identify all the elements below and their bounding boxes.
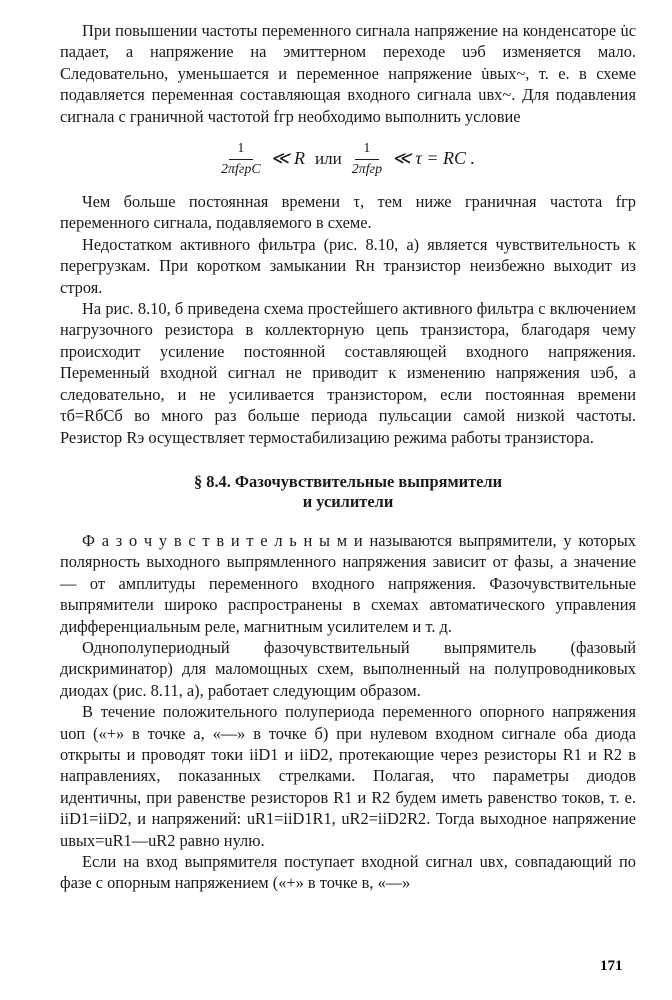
formula-or: или bbox=[315, 149, 342, 169]
fraction-2-numerator: 1 bbox=[355, 141, 379, 160]
fraction-1-denominator: 2πfгрC bbox=[220, 161, 261, 177]
paragraph-5: Ф а з о ч у в с т в и т е л ь н ы м и называются выпрямители, у которых полярность выходного выпрямленного напряжения зависит от фазы, а значение — от амплитуды переменного входного напряжения. Фазочувствительные выпрямители широко распространены в схемах автоматического управления дифференциальным реле, магнитным усилителем и т. д. bbox=[60, 530, 636, 636]
section-heading-line-1: § 8.4. Фазочувствительные выпрямители bbox=[193, 471, 503, 491]
fraction-1 bbox=[221, 141, 261, 178]
paragraph-2: Чем больше постоянная времени τ, тем ниже граничная частота fгр переменного сигнала, подавляемого в схеме. bbox=[60, 192, 636, 233]
fraction-2-denominator: 2πfгр bbox=[351, 161, 383, 177]
paragraph-3: Недостатком активного фильтра (рис. 8.10, а) является чувствительность к перегрузкам. При коротком замыкании Rн транзистор неизбежно выходит из строя. bbox=[60, 234, 636, 297]
paragraph-4: На рис. 8.10, б приведена схема простейшего активного фильтра с включением нагрузочного резистора в коллекторную цепь транзистора, благодаря чему происходит усиление постоянной составляющей входного напряжения. Переменный входной сигнал не приводит к изменению напряжения uэб, а следовательно, и не усиливается транзистором, если постоянная времени τб=RбCб во много раз больше периода пульсации самой низкой частоты. Резистор Rэ осуществляет термостабилизацию режима работы транзистора. bbox=[60, 299, 636, 447]
relation-2: ≪ τ = RC . bbox=[392, 148, 476, 169]
page-body bbox=[60, 20, 636, 894]
paragraph-6: Однополупериодный фазочувствительный выпрямитель (фазовый дискриминатор) для маломощных схем, выполненный на полупроводниковых диодах (рис. 8.11, а), работает следующим образом. bbox=[60, 637, 636, 700]
paragraph-1: При повышении частоты переменного сигнала напряжение на конденсаторе u̇c падает, а напряжение на эмиттерном переходе uэб изменяется мало. Следовательно, уменьшается и переменное напряжение u̇вых~, т. е. в схеме подавляется переменная составляющая входного сигнала uвх~. Для подавления сигнала с граничной частотой fгр необходимо выполнить условие bbox=[60, 21, 636, 126]
section-heading-line-2: и усилители bbox=[302, 491, 394, 511]
paragraph-8: Если на вход выпрямителя поступает входной сигнал uвх, совпадающий по фазе с опорным напряжением («+» в точке в, «—» bbox=[60, 852, 636, 893]
fraction-2 bbox=[352, 141, 382, 178]
page-number: 171 bbox=[600, 958, 623, 974]
relation-1: ≪ R bbox=[270, 148, 306, 169]
formula-condition bbox=[60, 135, 636, 183]
fraction-1-numerator: 1 bbox=[229, 141, 253, 160]
paragraph-7: В течение положительного полупериода переменного опорного напряжения uоп («+» в точке а, «—» в точке б) при нулевом входном сигнале оба диода открыты и проводят токи iiD1 и iiD2, протекающие через резисторы R1 и R2 в направлениях, показанных стрелками. Полагая, что параметры диодов идентичны, при равенстве резисторов R1 и R2 будем иметь равенство токов, т. е. iiD1=iiD2, и напряжений: uR1=iiD1R1, uR2=iiD2R2. Тогда выходное напряжение uвых=uR1—uR2 равно нулю. bbox=[60, 702, 636, 850]
section-heading bbox=[60, 472, 636, 512]
